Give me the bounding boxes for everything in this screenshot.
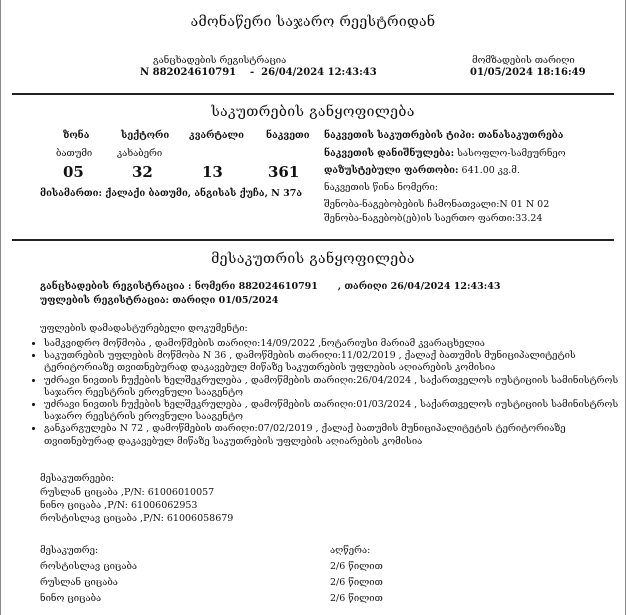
quarter-code: 13 <box>202 163 223 181</box>
documents-title: უფლების დამადასტურებელი დოკუმენტი: <box>40 323 248 334</box>
preparation-date-label: მომზადების თარიღი <box>472 55 575 66</box>
document-item: • განკარგულება N 72 , დამოწმების თარიღი:07/02/2019 , ქალაქ ბათუმის მუნიციპალიტეტის ტერიტორიაზე თვითნებურად დაკავებულ მიწაზე საკუთრების უფლების აღიარების კომისია <box>44 423 624 447</box>
owners-title: მესაკუთრეები: <box>40 473 115 484</box>
share-owner: რუსლან ციცაბა <box>40 577 118 588</box>
address: მისამართი: ქალაქი ბათუმი, ანგისას ქუჩა, N 37ა <box>40 188 303 199</box>
parcel-area-label: დაზუსტებული ფართობი: <box>324 165 459 176</box>
property-section-title: საკუთრების განყოფილება <box>211 104 415 120</box>
sector-code: 32 <box>132 163 153 181</box>
parcel-code: 361 <box>268 163 300 181</box>
quarter-label: კვარტალი <box>189 130 245 141</box>
owner-section-title: მესაკუთრის განყოფილება <box>211 251 415 267</box>
owner-entry: რუსლან ციცაბა ,P/N: 61006010057 <box>40 487 215 498</box>
share-description: 2/6 წილით <box>330 561 383 572</box>
document-item: • სამკვიდრო მოწმობა , დამოწმების თარიღი:14/09/2022 ,ნოტარიუსი მარიამ კვარაცხელია <box>44 338 624 350</box>
share-description-column-header: აღწერა: <box>330 545 371 556</box>
building-list: შენობა-ნაგებობების ჩამონათვალი:N 01 N 02 <box>324 199 550 210</box>
parcel-area-value: 641.00 კვ.მ. <box>461 165 520 176</box>
owner-application-registration: განცხადების რეგისტრაცია : ნომერი 882024610791 , თარიღი 26/04/2024 12:43:43 <box>40 281 501 292</box>
owner-entry: როსტისლავ ციცაბა ,P/N: 61006058679 <box>40 513 234 524</box>
document-item: • უძრავი ნივთის ჩუქების ხელშეკრულება , დამოწმების თარიღი:01/03/2024 , საქართველოს იუსტიციის სამინისტროს საჯარო რეესტრის ეროვნული სააგენტო <box>44 399 624 423</box>
parcel-purpose-value: სასოფლო-სამეურნეო <box>457 148 566 159</box>
page-border-left <box>0 0 1 615</box>
documents-list <box>28 338 624 448</box>
building-total-area: შენობა-ნაგებობ(ებ)ის საერთო ფართი:33.24 <box>324 213 543 224</box>
document-item: • საკუთრების უფლების მოწმობა N 36 , დამოწმების თარიღი:11/02/2019 , ქალაქ ბათუმის მუნიციპალიტეტის ტერიტორიაზე თვითნებურად დაკავებულ მიწაზე საკუთრების უფლების აღიარების კომისია <box>44 350 624 374</box>
section-rule <box>12 239 614 241</box>
parcel-area <box>324 165 520 176</box>
document-title: ამონაწერი საჯარო რეესტრიდან <box>190 14 436 30</box>
ownership-type: ნაკვეთის საკუთრების ტიპი: თანასაკუთრება <box>324 130 564 141</box>
preparation-date-value: 01/05/2024 18:16:49 <box>470 67 586 78</box>
zone-code: 05 <box>63 163 84 181</box>
share-owner: ნინო ციცაბა <box>40 593 102 604</box>
right-registration: უფლების რეგისტრაცია: თარიღი 01/05/2024 <box>40 295 279 306</box>
document-item: • უძრავი ნივთის ჩუქების ხელშეკრულება , დამოწმების თარიღი:26/04/2024 , საქართველოს იუსტიციის სამინისტროს საჯარო რეესტრის ეროვნული სააგენტო <box>44 375 624 399</box>
owner-entry: ნინო ციცაბა ,P/N: 61006062953 <box>40 500 198 511</box>
sector-label: სექტორი <box>121 130 170 141</box>
section-rule <box>12 93 614 95</box>
parcel-purpose <box>324 148 566 159</box>
share-description: 2/6 წილით <box>330 593 383 604</box>
share-owner-column-header: მესაკუთრე: <box>40 545 99 556</box>
zone-name: ბათუმი <box>56 148 93 159</box>
application-registration-label: განცხადების რეგისტრაცია <box>153 55 287 66</box>
zone-label: ზონა <box>63 130 90 141</box>
parcel-purpose-label: ნაკვეთის დანიშნულება: <box>324 148 455 159</box>
parcel-label: ნაკვეთი <box>266 130 310 141</box>
application-registration-value: N 882024610791 - 26/04/2024 12:43:43 <box>140 67 377 78</box>
sector-name: კახაბერი <box>117 148 163 159</box>
previous-parcel-number: ნაკვეთის წინა ნომერი: <box>324 182 438 193</box>
share-description: 2/6 წილით <box>330 577 383 588</box>
share-owner: როსტისლავ ციცაბა <box>40 561 138 572</box>
